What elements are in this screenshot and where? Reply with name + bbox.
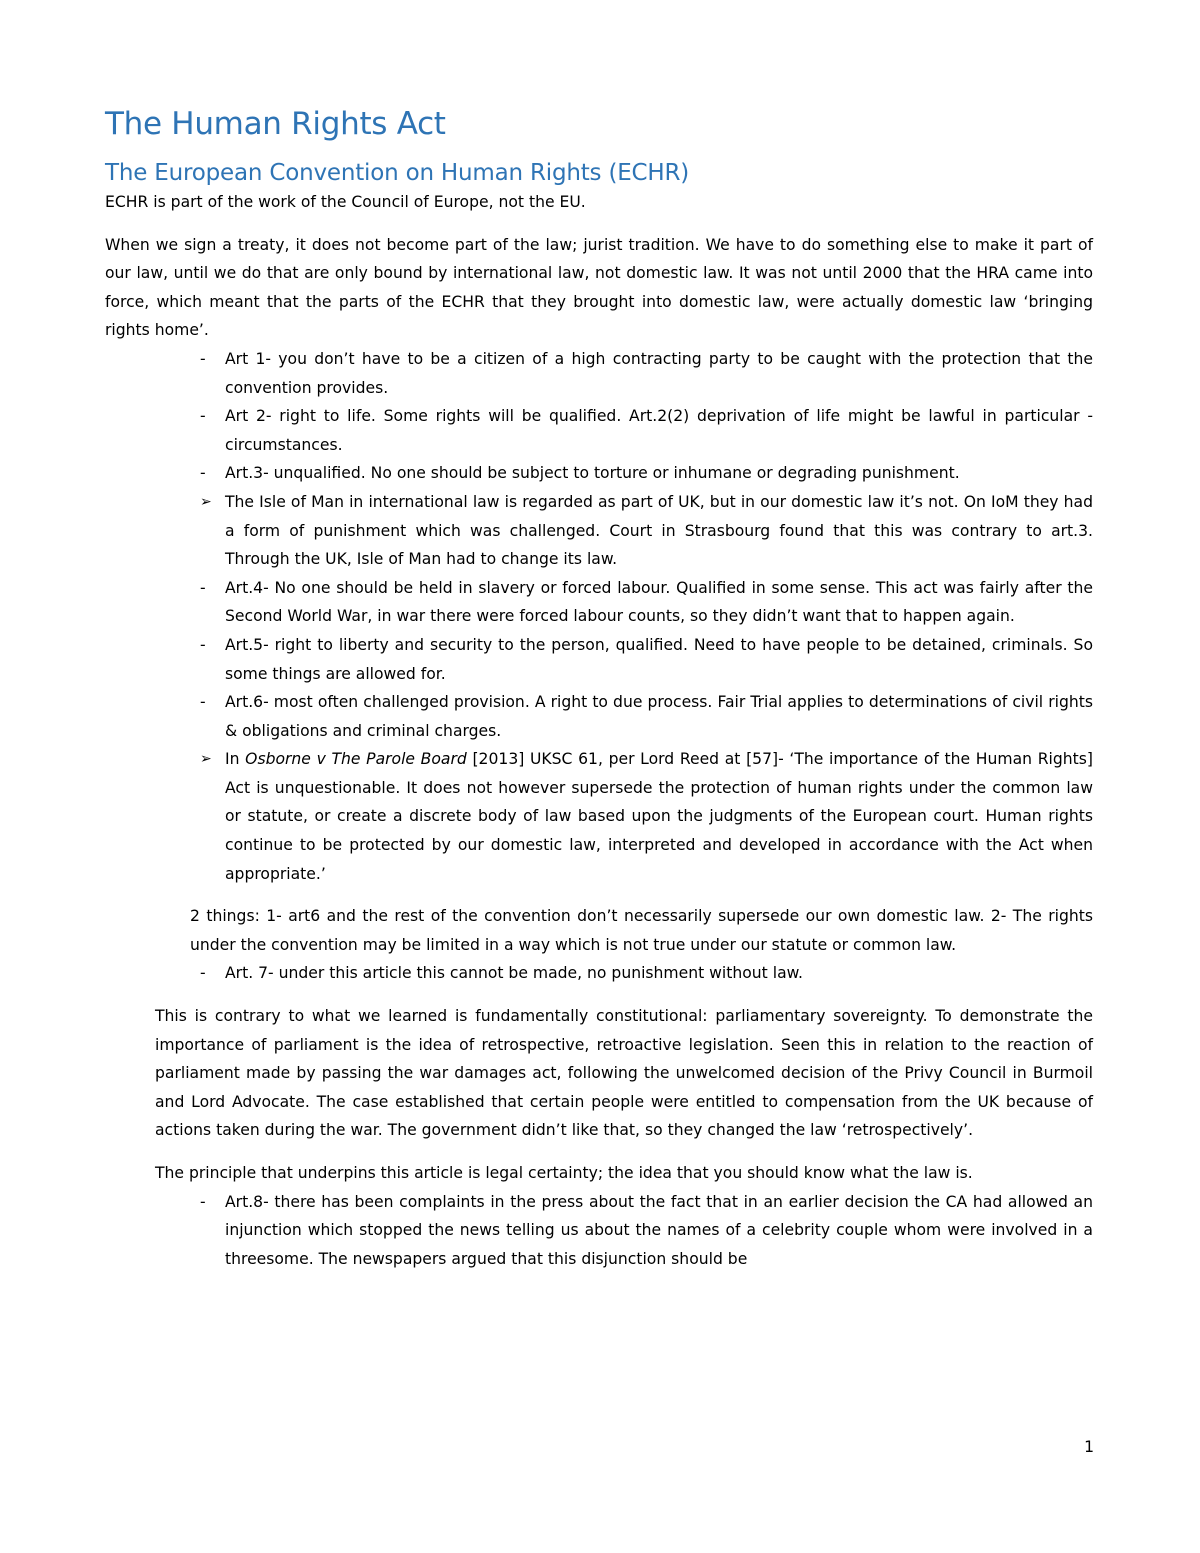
arrow-bullet-icon: ➢	[200, 751, 212, 768]
dash-marker: -	[200, 635, 206, 654]
dash-marker: -	[200, 578, 206, 597]
osborne-quote: [2013] UKSC 61, per Lord Reed at [57]- ‘The importance of the Human Rights] Act is unquestionable. It does not however supersede the protection of human rights under the common law or statute, or create a discrete body of law based upon the judgments of the European court. Human rights continue to be protected by our domestic law, interpreted and developed in accordance with the Act when appropriate.’	[225, 750, 1093, 883]
list-item	[105, 959, 1093, 988]
list-item-text: Art. 7- under this article this cannot be made, no punishment without law.	[225, 964, 803, 983]
article-list	[105, 345, 1093, 888]
list-item	[105, 688, 1093, 745]
dash-marker: -	[200, 464, 206, 483]
osborne-prefix: In	[225, 750, 246, 769]
article-7-list	[105, 959, 1093, 988]
page-number: 1	[1084, 1438, 1094, 1456]
case-name: Osborne v The Parole Board	[245, 750, 467, 769]
list-item	[105, 488, 1093, 574]
dash-marker: -	[200, 407, 206, 426]
document-body	[105, 104, 1093, 1273]
dash-marker: -	[200, 693, 206, 712]
list-item-text: Art.3- unqualified. No one should be subject to torture or inhumane or degrading punishment.	[225, 464, 960, 483]
paragraph-sovereignty: This is contrary to what we learned is fundamentally constitutional: parliamentary sovereignty. To demonstrate the importance of parliament is the idea of retrospective, retroactive legislation. Seen this in relation to the reaction of parliament made by passing the war damages act, following the unwelcomed decision of the Privy Council in Burmoil and Lord Advocate. The case established that certain people were entitled to compensation from the UK because of actions taken during the war. The government didn’t like that, so they changed the law ‘retrospectively’.	[155, 1007, 1093, 1140]
list-item-text: Art.6- most often challenged provision. A right to due process. Fair Trial applies to determinations of civil rights & obligations and criminal charges.	[225, 693, 1093, 740]
arrow-bullet-icon: ➢	[200, 493, 212, 510]
list-item-text: The Isle of Man in international law is regarded as part of UK, but in our domestic law it’s not. On IoM they had a form of punishment which was challenged. Court in Strasbourg found that this was contrary to art.3. Through the UK, Isle of Man had to change its law.	[225, 492, 1093, 569]
list-item-text: Art.8- there has been complaints in the press about the fact that in an earlier decision the CA had allowed an injunction which stopped the news telling us about the names of a celebrity couple whom were involved in a threesome. The newspapers argued that this disjunction should be	[225, 1192, 1093, 1268]
list-item	[105, 631, 1093, 688]
section-heading: The European Convention on Human Rights (ECHR)	[105, 160, 690, 186]
list-item	[105, 345, 1093, 402]
list-item-text: Art 1- you don’t have to be a citizen of a high contracting party to be caught with the protection that the convention provides.	[225, 349, 1093, 397]
list-item	[105, 402, 1093, 459]
list-item	[105, 459, 1093, 488]
paragraph-treaty: When we sign a treaty, it does not become part of the law; jurist tradition. We have to do something else to make it part of our law, until we do that are only bound by international law, not domestic law. It was not until 2000 that the HRA came into force, which meant that the parts of the ECHR that they brought into domestic law, were actually domestic law ‘bringing rights home’.	[105, 235, 1093, 340]
dash-marker: -	[200, 349, 206, 368]
list-item	[105, 574, 1093, 631]
list-item-text: Art 2- right to life. Some rights will be qualified. Art.2(2) deprivation of life might be lawful in particular - circumstances.	[225, 407, 1093, 454]
dash-marker: -	[200, 964, 206, 983]
paragraph-echr-intro: ECHR is part of the work of the Council of Europe, not the EU.	[105, 193, 586, 211]
paragraph-legal-certainty: The principle that underpins this article is legal certainty; the idea that you should know what the law is.	[155, 1164, 973, 1182]
list-item-text: Art.5- right to liberty and security to the person, qualified. Need to have people to be detained, criminals. So some things are allowed for.	[225, 635, 1093, 683]
article-8-list	[105, 1188, 1093, 1274]
list-item-osborne	[105, 745, 1093, 888]
two-things-note: 2 things: 1- art6 and the rest of the convention don’t necessarily supersede our own domestic law. 2- The rights under the convention may be limited in a way which is not true under our statute or common law.	[190, 907, 1093, 954]
dash-marker: -	[200, 1192, 206, 1211]
list-item	[105, 1188, 1093, 1274]
list-item-text: Art.4- No one should be held in slavery or forced labour. Qualified in some sense. This act was fairly after the Second World War, in war there were forced labour counts, so they didn’t want that to happen again.	[225, 578, 1093, 626]
document-title: The Human Rights Act	[105, 106, 446, 142]
